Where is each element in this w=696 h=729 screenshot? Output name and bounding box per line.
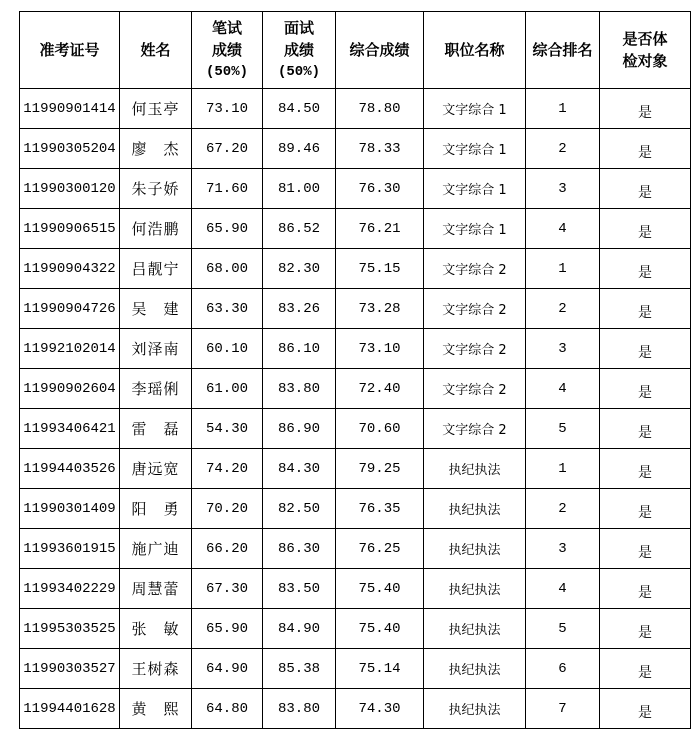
table-row — [20, 249, 691, 289]
header-physical-line1: 是否体 — [622, 30, 668, 48]
cell-written-score: 66.20 — [192, 529, 263, 569]
cell-physical-exam: 是 — [600, 129, 691, 169]
table-row — [20, 569, 691, 609]
table-row — [20, 209, 691, 249]
cell-exam-id: 11990902604 — [20, 369, 120, 409]
cell-name: 王树森 — [120, 649, 192, 689]
table-row — [20, 289, 691, 329]
cell-exam-id: 11990904322 — [20, 249, 120, 289]
table-row — [20, 409, 691, 449]
cell-written-score: 64.90 — [192, 649, 263, 689]
cell-position: 文字综合 2 — [424, 329, 526, 369]
cell-total-score: 78.80 — [336, 89, 424, 129]
cell-total-score: 76.25 — [336, 529, 424, 569]
cell-rank: 2 — [526, 129, 600, 169]
cell-total-score: 76.21 — [336, 209, 424, 249]
cell-position: 执纪执法 — [424, 609, 526, 649]
cell-physical-exam: 是 — [600, 489, 691, 529]
cell-total-score: 76.30 — [336, 169, 424, 209]
table-row — [20, 649, 691, 689]
cell-exam-id: 11990303527 — [20, 649, 120, 689]
cell-rank: 3 — [526, 329, 600, 369]
cell-total-score: 79.25 — [336, 449, 424, 489]
cell-interview-score: 81.00 — [263, 169, 336, 209]
cell-name: 黄 熙 — [120, 689, 192, 729]
cell-rank: 4 — [526, 569, 600, 609]
table-row — [20, 609, 691, 649]
cell-position: 文字综合 2 — [424, 289, 526, 329]
header-id: 准考证号 — [20, 12, 120, 89]
cell-physical-exam: 是 — [600, 169, 691, 209]
header-rank: 综合排名 — [526, 12, 600, 89]
cell-exam-id: 11995303525 — [20, 609, 120, 649]
cell-physical-exam: 是 — [600, 409, 691, 449]
cell-name: 周慧蕾 — [120, 569, 192, 609]
cell-exam-id: 11990301409 — [20, 489, 120, 529]
cell-exam-id: 11990300120 — [20, 169, 120, 209]
cell-interview-score: 83.26 — [263, 289, 336, 329]
cell-written-score: 68.00 — [192, 249, 263, 289]
cell-physical-exam: 是 — [600, 569, 691, 609]
cell-interview-score: 89.46 — [263, 129, 336, 169]
cell-physical-exam: 是 — [600, 649, 691, 689]
header-physical — [600, 12, 691, 89]
cell-rank: 7 — [526, 689, 600, 729]
cell-position: 文字综合 2 — [424, 369, 526, 409]
table-row — [20, 329, 691, 369]
cell-written-score: 73.10 — [192, 89, 263, 129]
table-row — [20, 129, 691, 169]
cell-name: 何浩鹏 — [120, 209, 192, 249]
cell-position: 文字综合 2 — [424, 249, 526, 289]
cell-position: 文字综合 1 — [424, 129, 526, 169]
cell-total-score: 75.15 — [336, 249, 424, 289]
cell-written-score: 60.10 — [192, 329, 263, 369]
cell-written-score: 65.90 — [192, 609, 263, 649]
cell-total-score: 76.35 — [336, 489, 424, 529]
cell-written-score: 71.60 — [192, 169, 263, 209]
cell-name: 何玉亭 — [120, 89, 192, 129]
table-row — [20, 369, 691, 409]
cell-exam-id: 11990904726 — [20, 289, 120, 329]
cell-interview-score: 84.90 — [263, 609, 336, 649]
cell-name: 施广迪 — [120, 529, 192, 569]
cell-exam-id: 11993406421 — [20, 409, 120, 449]
header-written-line1: 笔试 — [211, 19, 242, 37]
table-row — [20, 89, 691, 129]
cell-rank: 3 — [526, 529, 600, 569]
cell-name: 雷 磊 — [120, 409, 192, 449]
header-name: 姓名 — [120, 12, 192, 89]
header-row — [20, 12, 691, 89]
cell-physical-exam: 是 — [600, 529, 691, 569]
cell-position: 执纪执法 — [424, 689, 526, 729]
header-physical-line2: 检对象 — [622, 52, 668, 70]
cell-interview-score: 83.50 — [263, 569, 336, 609]
table-row — [20, 169, 691, 209]
cell-name: 朱子娇 — [120, 169, 192, 209]
header-written-weight: (50%) — [205, 64, 248, 80]
cell-rank: 3 — [526, 169, 600, 209]
cell-name: 阳 勇 — [120, 489, 192, 529]
cell-physical-exam: 是 — [600, 89, 691, 129]
header-written — [192, 12, 263, 89]
cell-interview-score: 86.30 — [263, 529, 336, 569]
cell-written-score: 54.30 — [192, 409, 263, 449]
cell-name: 李瑶俐 — [120, 369, 192, 409]
cell-interview-score: 83.80 — [263, 689, 336, 729]
cell-name: 张 敏 — [120, 609, 192, 649]
cell-written-score: 64.80 — [192, 689, 263, 729]
cell-interview-score: 82.50 — [263, 489, 336, 529]
cell-written-score: 67.30 — [192, 569, 263, 609]
cell-rank: 1 — [526, 89, 600, 129]
cell-exam-id: 11990305204 — [20, 129, 120, 169]
cell-rank: 5 — [526, 409, 600, 449]
cell-position: 执纪执法 — [424, 489, 526, 529]
cell-position: 文字综合 1 — [424, 89, 526, 129]
table-row — [20, 449, 691, 489]
cell-rank: 2 — [526, 489, 600, 529]
cell-interview-score: 84.50 — [263, 89, 336, 129]
cell-interview-score: 83.80 — [263, 369, 336, 409]
header-interview-weight: (50%) — [277, 64, 320, 80]
header-written-line2: 成绩 — [211, 41, 242, 59]
cell-interview-score: 84.30 — [263, 449, 336, 489]
cell-total-score: 75.14 — [336, 649, 424, 689]
table-row — [20, 489, 691, 529]
cell-physical-exam: 是 — [600, 329, 691, 369]
cell-rank: 2 — [526, 289, 600, 329]
cell-physical-exam: 是 — [600, 249, 691, 289]
results-table — [19, 11, 691, 729]
cell-position: 执纪执法 — [424, 569, 526, 609]
cell-total-score: 70.60 — [336, 409, 424, 449]
header-position: 职位名称 — [424, 12, 526, 89]
header-interview-line2: 成绩 — [283, 41, 314, 59]
cell-exam-id: 11990901414 — [20, 89, 120, 129]
cell-written-score: 63.30 — [192, 289, 263, 329]
cell-name: 廖 杰 — [120, 129, 192, 169]
cell-rank: 1 — [526, 449, 600, 489]
cell-interview-score: 86.10 — [263, 329, 336, 369]
cell-exam-id: 11990906515 — [20, 209, 120, 249]
cell-total-score: 72.40 — [336, 369, 424, 409]
cell-exam-id: 11993402229 — [20, 569, 120, 609]
cell-written-score: 67.20 — [192, 129, 263, 169]
cell-interview-score: 86.52 — [263, 209, 336, 249]
cell-total-score: 73.28 — [336, 289, 424, 329]
header-total: 综合成绩 — [336, 12, 424, 89]
cell-name: 吕靓宁 — [120, 249, 192, 289]
cell-name: 唐远宽 — [120, 449, 192, 489]
cell-position: 执纪执法 — [424, 449, 526, 489]
header-interview — [263, 12, 336, 89]
cell-rank: 6 — [526, 649, 600, 689]
table-row — [20, 529, 691, 569]
cell-total-score: 73.10 — [336, 329, 424, 369]
cell-interview-score: 82.30 — [263, 249, 336, 289]
cell-physical-exam: 是 — [600, 449, 691, 489]
cell-position: 文字综合 1 — [424, 169, 526, 209]
cell-position: 文字综合 1 — [424, 209, 526, 249]
table-row — [20, 689, 691, 729]
cell-rank: 5 — [526, 609, 600, 649]
cell-physical-exam: 是 — [600, 209, 691, 249]
cell-physical-exam: 是 — [600, 609, 691, 649]
cell-exam-id: 11992102014 — [20, 329, 120, 369]
cell-rank: 4 — [526, 209, 600, 249]
cell-written-score: 65.90 — [192, 209, 263, 249]
cell-physical-exam: 是 — [600, 289, 691, 329]
cell-physical-exam: 是 — [600, 689, 691, 729]
cell-position: 执纪执法 — [424, 529, 526, 569]
cell-exam-id: 11994403526 — [20, 449, 120, 489]
cell-rank: 1 — [526, 249, 600, 289]
cell-total-score: 74.30 — [336, 689, 424, 729]
cell-written-score: 74.20 — [192, 449, 263, 489]
cell-rank: 4 — [526, 369, 600, 409]
cell-position: 执纪执法 — [424, 649, 526, 689]
cell-total-score: 78.33 — [336, 129, 424, 169]
cell-total-score: 75.40 — [336, 569, 424, 609]
cell-interview-score: 86.90 — [263, 409, 336, 449]
cell-written-score: 61.00 — [192, 369, 263, 409]
cell-position: 文字综合 2 — [424, 409, 526, 449]
cell-interview-score: 85.38 — [263, 649, 336, 689]
cell-exam-id: 11994401628 — [20, 689, 120, 729]
cell-exam-id: 11993601915 — [20, 529, 120, 569]
cell-name: 刘泽南 — [120, 329, 192, 369]
cell-total-score: 75.40 — [336, 609, 424, 649]
cell-name: 吴 建 — [120, 289, 192, 329]
cell-physical-exam: 是 — [600, 369, 691, 409]
cell-written-score: 70.20 — [192, 489, 263, 529]
header-interview-line1: 面试 — [283, 19, 314, 37]
table-body — [20, 89, 691, 729]
